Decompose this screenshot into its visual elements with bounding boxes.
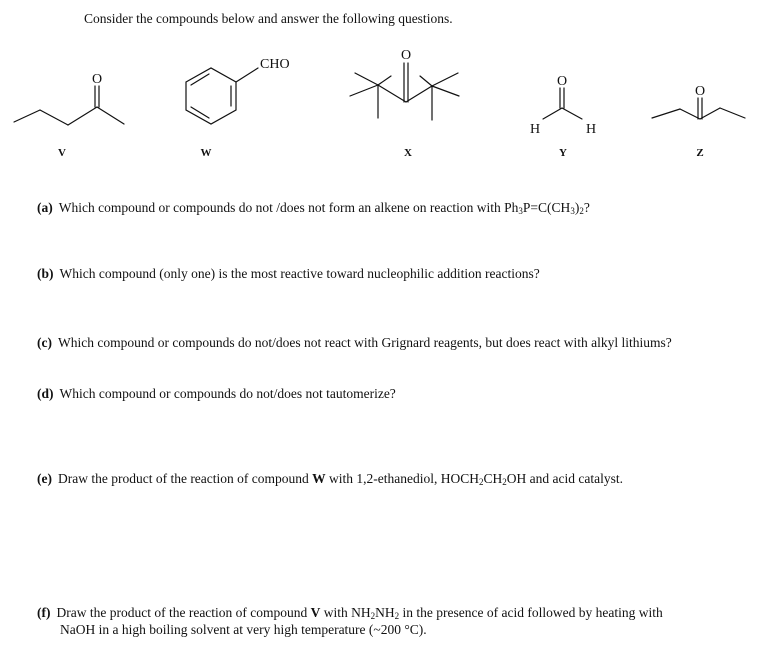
question-c: (c) Which compound or compounds do not/does not react with Grignard reagents, but does react with alkyl lithiums? bbox=[37, 335, 672, 350]
compound-structures bbox=[0, 0, 765, 170]
compound-v-structure bbox=[14, 86, 124, 125]
compound-w-label: W bbox=[200, 147, 212, 159]
compound-z-structure bbox=[652, 98, 745, 119]
compound-z-oxygen: O bbox=[694, 84, 706, 99]
compound-x-label: X bbox=[404, 147, 412, 159]
compound-w-structure bbox=[186, 68, 258, 124]
question-e: (e) Draw the product of the reaction of compound W with 1,2-ethanediol, $HOCH_2CH_2OH$ and acid catalyst. bbox=[37, 471, 623, 487]
compound-y-structure bbox=[543, 88, 582, 119]
question-f: (f) Draw the product of the reaction of compound V with $NH_2NH_2$ in the presence of acid followed by heating with NaOH in a high boiling solvent at very high temperature (~200 °C). bbox=[37, 605, 663, 637]
compound-z-label: Z bbox=[696, 147, 704, 159]
question-a: (a) Which compound or compounds do not /does not form an alkene on reaction with $Ph_3P=C(CH_3)_2$? bbox=[37, 200, 590, 216]
intro-text: Consider the compounds below and answer the following questions. bbox=[84, 11, 453, 26]
question-b: (b) Which compound (only one) is the most reactive toward nucleophilic addition reactions? bbox=[37, 266, 540, 281]
compound-x-oxygen: O bbox=[400, 48, 412, 63]
compound-v-oxygen: O bbox=[91, 72, 103, 87]
compound-w-cho: CHO bbox=[260, 57, 290, 72]
compound-x-structure bbox=[350, 63, 459, 120]
question-d: (d) Which compound or compounds do not/does not tautomerize? bbox=[37, 386, 396, 401]
compound-y-hydrogen-right: H bbox=[585, 122, 597, 137]
compound-y-oxygen: O bbox=[556, 74, 568, 89]
compound-y-hydrogen-left: H bbox=[529, 122, 541, 137]
compound-v-label: V bbox=[58, 147, 66, 159]
compound-y-label: Y bbox=[559, 147, 567, 159]
